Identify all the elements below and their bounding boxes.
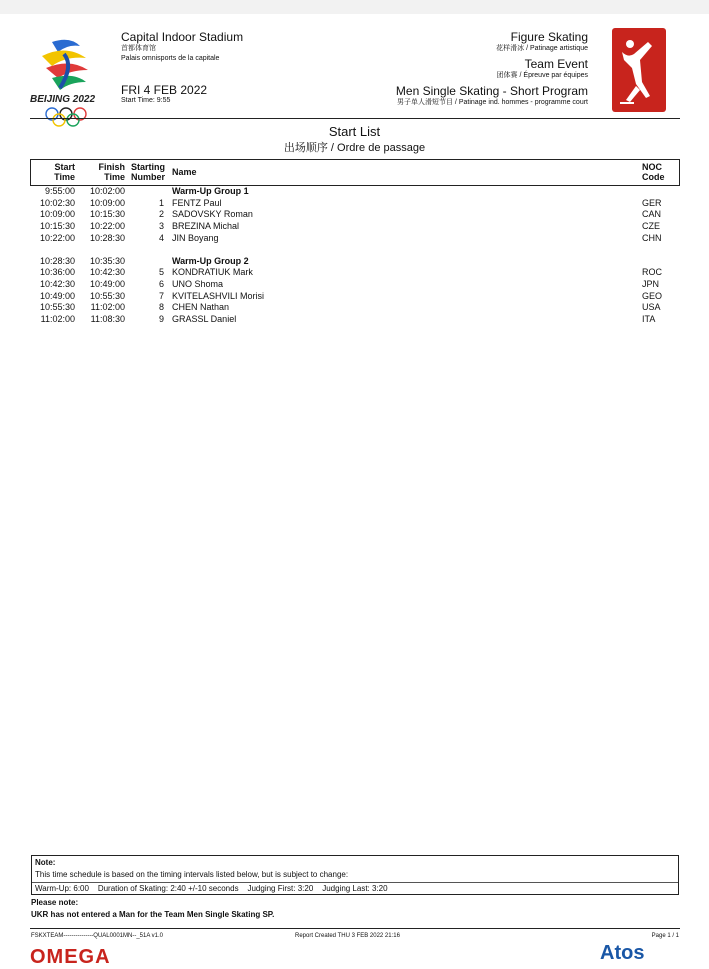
skater-name-cell: KVITELASHVILI Morisi — [172, 290, 265, 301]
judging-first-interval: Judging First: 3:20 — [247, 884, 314, 893]
start-time: Start Time: 9:55 — [121, 97, 171, 104]
venue-name-fr: Palais omnisports de la capitale — [121, 55, 220, 62]
start-time-cell: 10:09:00 — [39, 209, 75, 220]
start-time-cell: 10:15:30 — [39, 221, 75, 232]
skater-name-cell: SADOVSKY Roman — [172, 209, 253, 220]
start-time-cell: 10:42:30 — [39, 278, 75, 289]
starting-number-cell: 1 — [158, 197, 164, 208]
finish-time-cell: 10:42:30 — [89, 267, 125, 278]
please-note-label: Please note: — [31, 898, 79, 907]
start-time-cell: 10:28:30 — [39, 255, 75, 266]
header-divider — [30, 118, 680, 119]
venue-name-cn: 首都体育馆 — [121, 45, 156, 52]
starting-number-cell: 5 — [158, 267, 164, 278]
noc-code-cell: CAN — [642, 209, 662, 220]
report-created: Report Created THU 3 FEB 2022 21:16 — [295, 933, 400, 939]
start-time-cell: 10:49:00 — [39, 290, 75, 301]
noc-code-cell: GEO — [642, 290, 663, 301]
starting-number-cell: 4 — [158, 232, 164, 243]
venue-block — [121, 30, 243, 64]
note-divider — [32, 882, 678, 883]
event-subtitle: 团体赛 / Épreuve par équipes — [496, 72, 588, 79]
omega-logo: OMEGA — [30, 946, 111, 968]
finish-time-cell: 10:09:00 — [89, 197, 125, 208]
col-noc-code: NOC Code — [642, 162, 665, 182]
start-time-cell: 11:02:00 — [40, 314, 75, 324]
finish-time-cell: 10:15:30 — [89, 209, 125, 220]
start-time-cell: 10:22:00 — [39, 232, 75, 243]
segment-title: Men Single Skating - Short Program — [395, 84, 588, 98]
skater-name-cell: KONDRATIUK Mark — [172, 267, 253, 278]
page-number: Page 1 / 1 — [651, 933, 679, 939]
starting-number-cell: 8 — [158, 302, 164, 313]
report-code: FSKXTEAM---------------QUAL0001MN--_51A v1.0 — [31, 933, 164, 939]
skater-name-cell: CHEN Nathan — [172, 302, 230, 313]
table-row — [30, 278, 680, 290]
note-intervals — [35, 884, 388, 893]
finish-time-cell: 11:08:30 — [90, 314, 125, 324]
starting-number-cell: 6 — [158, 278, 164, 289]
finish-time-cell: 11:02:00 — [90, 302, 125, 313]
noc-code-cell: JPN — [642, 278, 660, 289]
table-row — [30, 220, 680, 232]
venue-name: Capital Indoor Stadium — [121, 30, 244, 44]
table-row — [30, 301, 680, 313]
table-row — [30, 313, 680, 325]
start-time-cell: 10:36:00 — [39, 267, 75, 278]
beijing-2022-logo — [30, 32, 106, 128]
col-finish-time: Finish Time — [98, 162, 125, 182]
group-name-cell: Warm-Up Group 2 — [172, 255, 249, 266]
table-row — [30, 266, 680, 278]
noc-code-cell: CHN — [642, 232, 662, 243]
start-time-cell: 10:02:30 — [39, 197, 75, 208]
skater-name-cell: BREZINA Michal — [172, 221, 240, 232]
warmup-interval: Warm-Up: 6:00 — [35, 884, 89, 893]
footer-divider — [30, 928, 680, 929]
noc-code-cell: GER — [642, 197, 662, 208]
judging-last-interval: Judging Last: 3:20 — [322, 884, 388, 893]
noc-code-cell: ROC — [642, 267, 662, 278]
skater-name-cell: FENTZ Paul — [172, 197, 222, 208]
finish-time-cell: 10:22:00 — [89, 221, 125, 232]
finish-time-cell: 10:55:30 — [89, 290, 125, 301]
date-block — [121, 83, 207, 104]
figure-skating-pictogram — [612, 28, 666, 112]
finish-time-cell: 10:35:30 — [89, 255, 125, 266]
skater-name-cell: UNO Shoma — [172, 278, 224, 289]
document-page — [0, 14, 709, 968]
duration-interval: Duration of Skating: 2:40 +/-10 seconds — [97, 884, 239, 893]
start-time-cell: 9:55:00 — [44, 186, 75, 196]
warmup-group-row — [30, 255, 680, 267]
warmup-group-row — [30, 185, 680, 197]
starting-number-cell: 2 — [158, 209, 164, 220]
table-row — [30, 197, 680, 209]
event-date: FRI 4 FEB 2022 — [121, 83, 208, 97]
discipline-title: Figure Skating — [510, 30, 588, 44]
finish-time-cell: 10:49:00 — [89, 278, 125, 289]
skater-name-cell: GRASSL Daniel — [172, 314, 237, 324]
logo-wordmark: BEIJING 2022 — [30, 94, 96, 105]
note-box — [31, 855, 679, 895]
event-title: Team Event — [524, 57, 588, 71]
skater-name-cell: JIN Boyang — [172, 232, 219, 243]
note-label: Note: — [35, 858, 56, 867]
finish-time-cell: 10:02:00 — [89, 186, 125, 196]
starting-number-cell: 7 — [158, 290, 164, 301]
group-name-cell: Warm-Up Group 1 — [172, 186, 249, 196]
table-header — [30, 159, 680, 186]
discipline-subtitle: 花样滑冰 / Patinage artistique — [496, 45, 588, 52]
title-sub: 出场顺序 / Ordre de passage — [283, 142, 426, 154]
noc-code-cell: ITA — [642, 314, 656, 324]
finish-time-cell: 10:28:30 — [89, 232, 125, 243]
col-starting-number: Starting Number — [130, 162, 165, 182]
table-row — [30, 208, 680, 220]
table-row — [30, 232, 680, 244]
note-text: This time schedule is based on the timing intervals listed below, but is subject to change: — [35, 870, 349, 879]
noc-code-cell: CZE — [642, 221, 660, 232]
skater-icon — [612, 28, 666, 112]
start-time-cell: 10:55:30 — [39, 302, 75, 313]
title-main: Start List — [328, 124, 381, 139]
segment-subtitle: 男子单人滑短节目 / Patinage ind. hommes - programme court — [396, 99, 588, 106]
please-note-text: UKR has not entered a Man for the Team Men Single Skating SP. — [31, 910, 275, 919]
col-start-time: Start Time — [54, 162, 75, 182]
viewer-top-bar — [0, 0, 709, 14]
document-title — [0, 124, 709, 155]
atos-logo: Atos — [600, 942, 645, 964]
table-row — [30, 290, 680, 302]
noc-code-cell: USA — [642, 302, 661, 313]
starting-number-cell: 3 — [158, 221, 164, 232]
discipline-block — [396, 30, 588, 108]
starting-number-cell: 9 — [158, 314, 164, 324]
col-name: Name — [172, 167, 197, 177]
